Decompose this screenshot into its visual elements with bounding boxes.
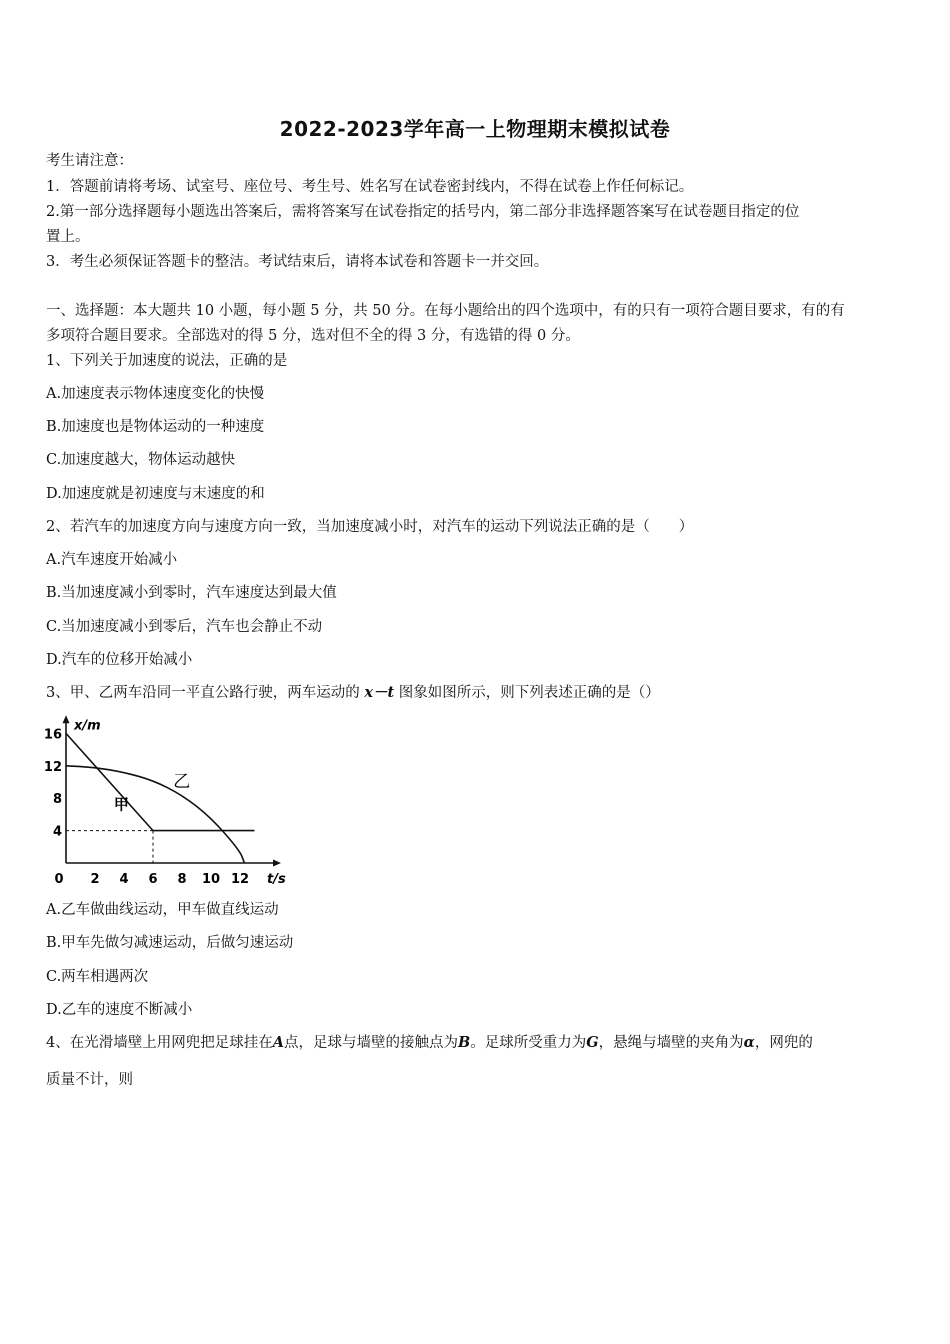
y-tick-label: 8: [52, 792, 62, 808]
q2-option-b: B.当加速度减小到零时，汽车速度达到最大值: [46, 585, 337, 601]
x-tick-label: 8: [177, 872, 187, 887]
x-tick-label: 2: [90, 872, 100, 887]
q3-stem-var: x－t: [364, 684, 395, 701]
q4-text-e: ，网兜的: [754, 1035, 813, 1051]
q4-var-alpha: α: [743, 1034, 755, 1051]
x-axis-arrow: [273, 860, 281, 867]
question-2-stem: 2、若汽车的加速度方向与速度方向一致，当加速度减小时，对汽车的运动下列说法正确的是（ ）: [46, 519, 694, 535]
question-3-stem: [46, 683, 908, 703]
x-tick-label: 6: [148, 872, 158, 887]
q1-option-d: D.加速度就是初速度与末速度的和: [46, 486, 265, 502]
x-tick-label: 12: [230, 872, 250, 887]
x-tick-label: 0: [54, 872, 64, 887]
section-instructions-1: 一、选择题：本大题共 10 小题，每小题 5 分，共 50 分。在每小题给出的四个选项中，有的只有一项符合题目要求，有的有: [46, 303, 845, 319]
series-label-yi: 乙: [173, 771, 191, 792]
page-title: 2022-2023学年高一上物理期末模拟试卷: [279, 117, 671, 141]
notice-item-2: 2.第一部分选择题每小题选出答案后，需将答案写在试卷指定的括号内，第二部分非选择题答案写在试卷题目指定的位: [46, 204, 800, 220]
notice-item-2-cont: 置上。: [46, 229, 90, 245]
question-1-stem: 1、下列关于加速度的说法，正确的是: [46, 353, 288, 369]
series-line-1: [66, 766, 244, 863]
q1-option-b: B.加速度也是物体运动的一种速度: [46, 419, 265, 435]
q2-option-d: D.汽车的位移开始减小: [46, 652, 193, 668]
y-tick-label: 4: [52, 824, 62, 840]
notice-heading: 考生请注意：: [46, 153, 133, 169]
q3-option-d: D.乙车的速度不断减小: [46, 1002, 193, 1018]
q3-option-b: B.甲车先做匀减速运动，后做匀速运动: [46, 935, 294, 951]
series-line-0: [66, 733, 255, 830]
q4-text-c: 。足球所受重力为: [470, 1035, 587, 1051]
x-tick-label: 4: [119, 872, 129, 887]
q3-stem-a: 3、甲、乙两车沿同一平直公路行驶，两车运动的: [46, 685, 360, 701]
q1-option-c: C.加速度越大，物体运动越快: [46, 452, 236, 468]
y-axis-label: x/m: [74, 718, 101, 734]
notice-item-3: 3．考生必须保证答题卡的整洁。考试结束后，请将本试卷和答题卡一并交回。: [46, 254, 549, 270]
q2-option-c: C.当加速度减小到零后，汽车也会静止不动: [46, 619, 323, 635]
question-4-stem-2: 质量不计，则: [46, 1072, 133, 1088]
q4-text-d: ，悬绳与墙壁的夹角为: [598, 1035, 744, 1051]
question-4-stem-1: [46, 1033, 908, 1053]
q3-stem-b: 图象如图所示，则下列表述正确的是（）: [398, 685, 660, 701]
q3-option-a: A.乙车做曲线运动，甲车做直线运动: [46, 902, 279, 918]
y-tick-label: 12: [43, 759, 62, 775]
q1-option-a: A.加速度表示物体速度变化的快慢: [46, 386, 265, 402]
y-axis-arrow: [63, 715, 70, 723]
q4-var-g: G: [586, 1034, 599, 1051]
xt-graph: [36, 715, 296, 895]
x-axis-label: t/s: [267, 872, 286, 887]
section-instructions-2: 多项符合题目要求。全部选对的得 5 分，选对但不全的得 3 分，有选错的得 0 分。: [46, 328, 580, 344]
q3-option-c: C.两车相遇两次: [46, 969, 149, 985]
y-tick-label: 16: [43, 727, 62, 743]
series-label-jia: 甲: [113, 795, 129, 814]
q4-var-a: A: [272, 1034, 284, 1051]
q4-var-b: B: [458, 1034, 471, 1051]
q4-text-b: 点，足球与墙壁的接触点为: [284, 1035, 458, 1051]
x-tick-label: 10: [201, 872, 221, 887]
notice-item-1: 1．答题前请将考场、试室号、座位号、考生号、姓名写在试卷密封线内，不得在试卷上作任何标记。: [46, 179, 694, 195]
q2-option-a: A.汽车速度开始减小: [46, 552, 178, 568]
q4-text-a: 4、在光滑墙壁上用网兜把足球挂在: [46, 1035, 273, 1051]
